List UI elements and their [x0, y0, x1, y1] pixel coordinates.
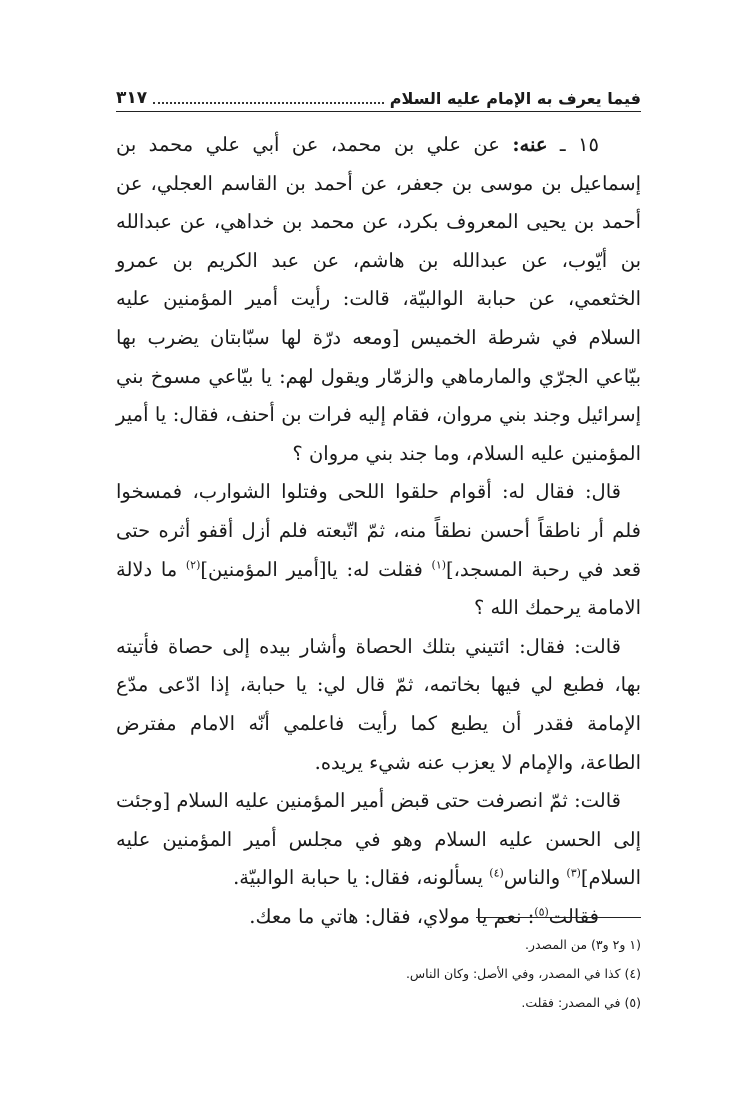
people-text: والناس [503, 866, 567, 890]
final-text: : نعم يا مولاي، فقال: هاتي ما معك. [249, 904, 535, 928]
paragraph-reply [116, 473, 641, 627]
paragraph-hadith [116, 126, 641, 473]
asking-text: يسألونه، فقال: يا حبابة الوالبيّة. [233, 866, 490, 890]
footnote-ref: (٣) [566, 866, 581, 880]
footnote-item: (٤) كذا في المصدر، وفي الأصل: وكان الناس. [405, 966, 641, 981]
footnote-ref: (٥) [534, 905, 549, 919]
footnote-ref: (١) [431, 558, 447, 572]
hadith-label: عنه: [512, 133, 548, 156]
page-number: ٣١٧ [116, 88, 148, 108]
footnote-separator [476, 917, 641, 918]
running-header [116, 82, 641, 112]
question-end: ما دلالة الامامة يرحمك الله ؟ [116, 557, 641, 620]
question-text: فقلت له: يا[أمير المؤمنين] [200, 557, 432, 581]
paragraph-hasan [116, 782, 641, 898]
footnote-ref: (٤) [489, 866, 504, 880]
footnote-item: (٥) في المصدر: فقلت. [521, 995, 641, 1010]
hadith-text: عن علي بن محمد، عن أبي علي محمد بن إسماعيل بن موسى بن جعفر، عن أحمد بن القاسم العجلي، عن أحمد بن يحيى المعروف بكرد، عن محمد بن خداهي، عن عبدالله بن أيّوب، عن عبدالله بن هاشم، عن عبد الكريم بن عمرو الخثعمي، عن حبابة الوالبيّة، قالت: رأيت أمير المؤمنين عليه السلام في شرطة الخميس [ومعه درّة لها سبّابتان يضرب بها بيّاعي الجرّي والمارماهي والزمّار ويقول لهم: يا بيّاعي مسوخ بني إسرائيل وجند بني مروان، فقام إليه فرات بن أحنف، فقال: يا أمير المؤمنين عليه السلام، وما جند بني مروان ؟ [116, 133, 641, 465]
footnotes [116, 930, 641, 1017]
footnote-item: (١ و٢ و٣) من المصدر. [524, 937, 641, 952]
reply-text: قال: فقال له: أقوام حلقوا اللحى وفتلوا الشوارب، فمسخوا فلم أر ناطقاً أحسن نطقاً منه، ثمّ اتّبعته فلم أزل أقفو أثره حتى قعد في رحبة المسجد،] [116, 480, 642, 581]
chapter-title: فيما يعرف به الإمام عليه السلام [389, 89, 641, 108]
leader-dots [153, 101, 384, 104]
footnote-ref: (٢) [185, 558, 201, 572]
final-said: فقالت [548, 904, 599, 928]
hasan-text: قالت: ثمّ انصرفت حتى قبض أمير المؤمنين عليه السلام [وجئت إلى الحسن عليه السلام وهو في مجلس أمير المؤمنين عليه السلام] [116, 789, 641, 890]
hadith-number: ١٥ ـ [547, 133, 599, 156]
paragraph-pebble: قالت: فقال: ائتيني بتلك الحصاة وأشار بيده إلى حصاة فأتيته بها، فطبع لي فيها بخاتمه، ثمّ قال لي: يا حبابة، إذا ادّعى مدّع الإمامة فقدر أن يطبع كما رأيت فاعلمي أنّه الامام مفترض الطاعة، والإمام لا يعزب عنه شيء يريده. [116, 634, 641, 774]
main-text [116, 126, 641, 936]
